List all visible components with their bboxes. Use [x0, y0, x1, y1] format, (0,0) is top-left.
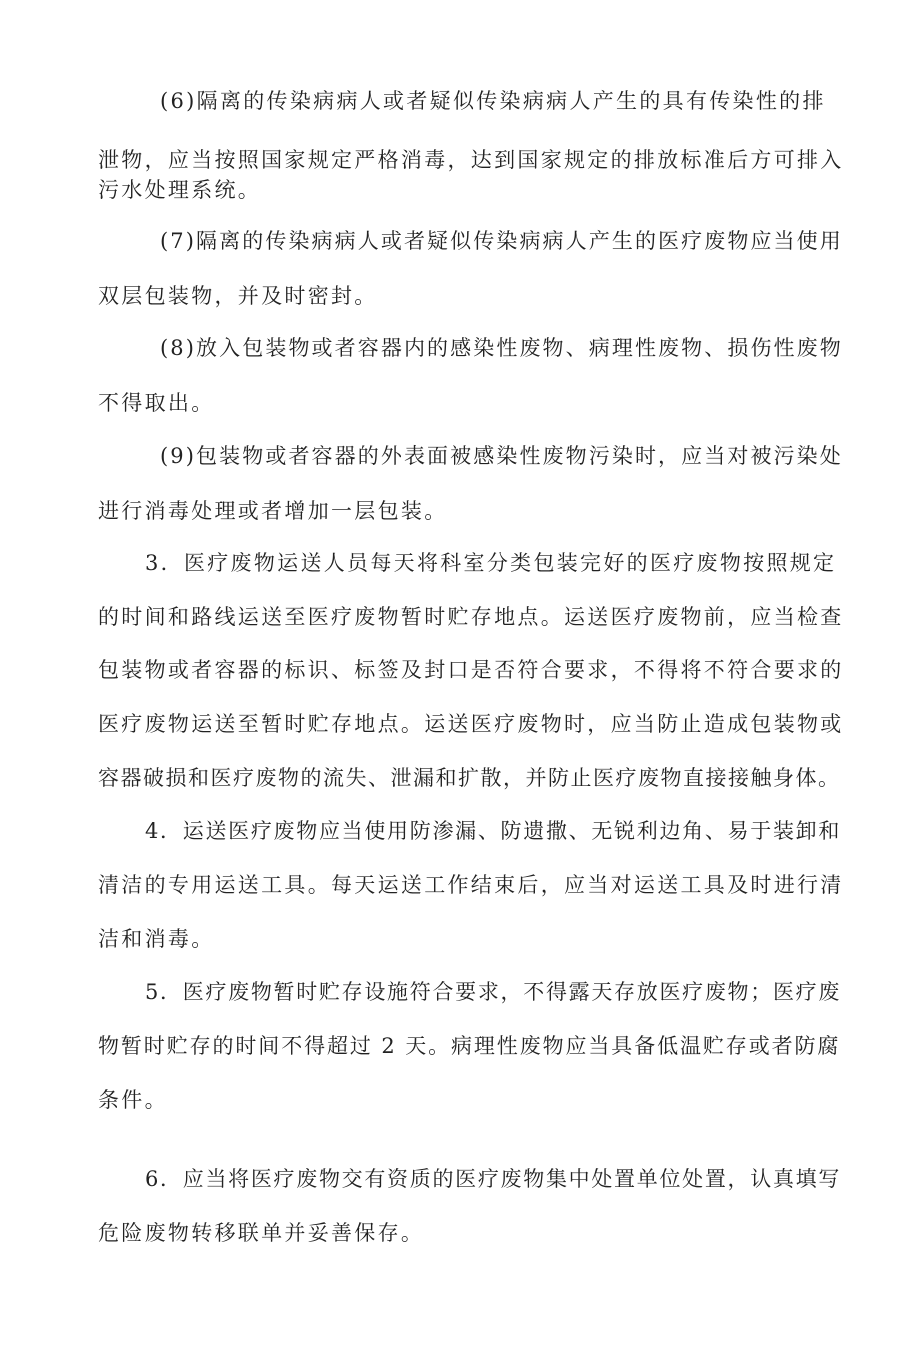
text-line: 危险废物转移联单并妥善保存。	[98, 1221, 425, 1245]
text-line: (9)包装物或者容器的外表面被感染性废物污染时，应当对被污染处	[160, 444, 843, 468]
text-line: 3．医疗废物运送人员每天将科室分类包装完好的医疗废物按照规定	[145, 551, 837, 575]
text-line: 医疗废物运送至暂时贮存地点。运送医疗废物时，应当防止造成包装物或	[98, 712, 844, 736]
text-line: 物暂时贮存的时间不得超过 2 天。病理性废物应当具备低温贮存或者防腐	[98, 1034, 841, 1058]
text-line: 污水处理系统。	[98, 178, 262, 202]
text-line: 的时间和路线运送至医疗废物暂时贮存地点。运送医疗废物前，应当检查	[98, 605, 844, 629]
text-line: (8)放入包装物或者容器内的感染性废物、病理性废物、损伤性废物	[160, 336, 843, 360]
text-line: 5．医疗废物暂时贮存设施符合要求，不得露天存放医疗废物；医疗废	[145, 980, 842, 1004]
text-line: 6．应当将医疗废物交有资质的医疗废物集中处置单位处置，认真填写	[145, 1167, 842, 1191]
text-line: 4．运送医疗废物应当使用防渗漏、防遗撒、无锐利边角、易于装卸和	[145, 819, 842, 843]
text-line: 不得取出。	[98, 391, 215, 415]
text-line: 条件。	[98, 1088, 168, 1112]
text-line: 双层包装物，并及时密封。	[98, 284, 378, 308]
text-line: 洁和消毒。	[98, 927, 215, 951]
text-line: (6)隔离的传染病病人或者疑似传染病病人产生的具有传染性的排	[160, 89, 826, 113]
text-line: 泄物，应当按照国家规定严格消毒，达到国家规定的排放标准后方可排入	[98, 148, 844, 172]
text-line: 进行消毒处理或者增加一层包装。	[98, 499, 448, 523]
text-line: 包装物或者容器的标识、标签及封口是否符合要求，不得将不符合要求的	[98, 658, 844, 682]
text-line: 容器破损和医疗废物的流失、泄漏和扩散，并防止医疗废物直接接触身体。	[98, 766, 841, 790]
text-line: (7)隔离的传染病病人或者疑似传染病病人产生的医疗废物应当使用	[160, 229, 843, 253]
text-line: 清洁的专用运送工具。每天运送工作结束后，应当对运送工具及时进行清	[98, 873, 844, 897]
